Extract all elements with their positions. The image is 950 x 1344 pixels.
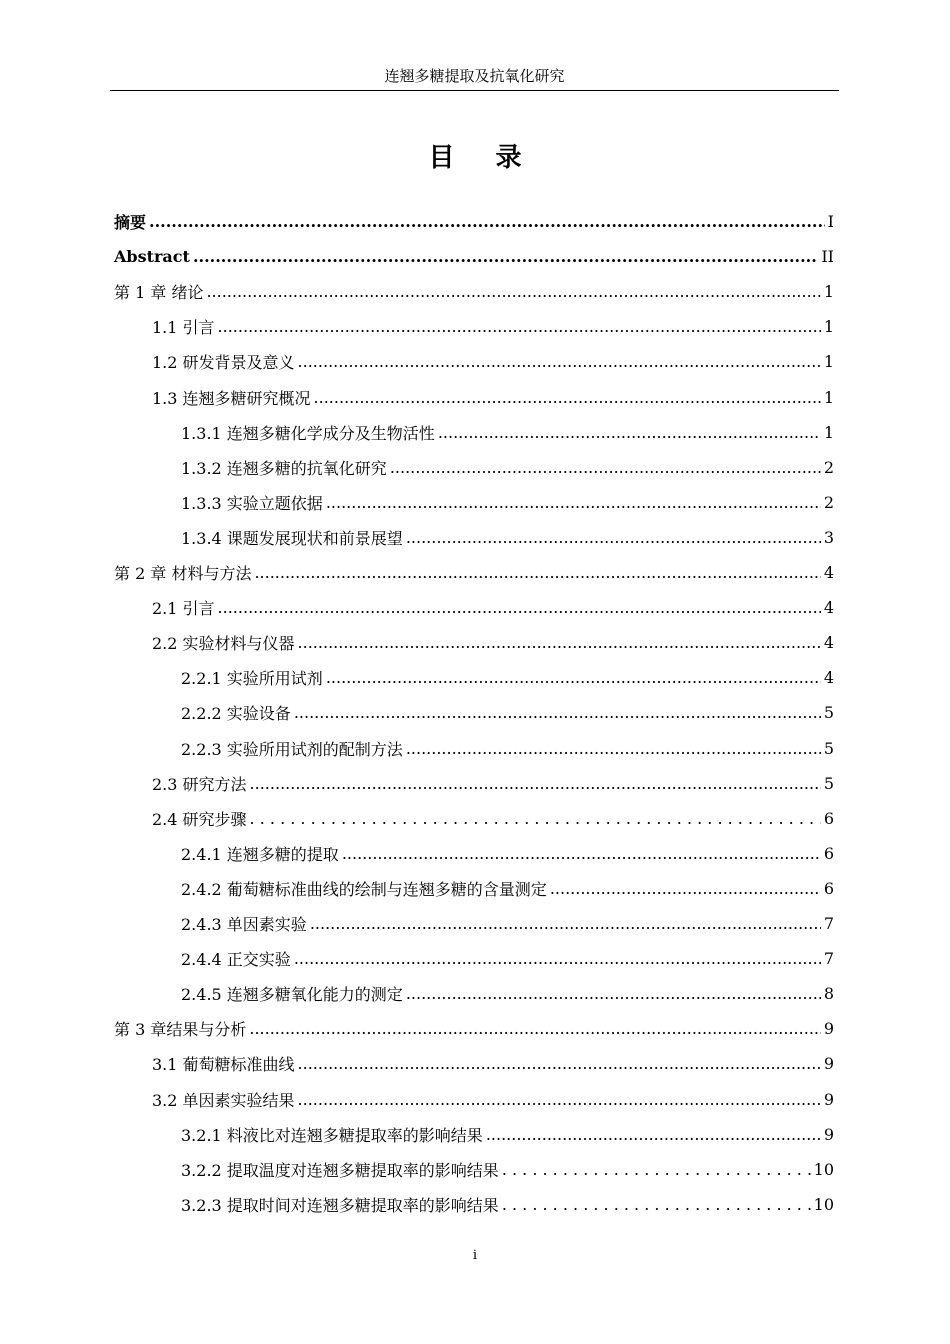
toc-entry[interactable]: [114, 1011, 834, 1046]
header-rule: [110, 90, 839, 91]
toc-dot-leader: [249, 1019, 820, 1038]
toc-dot-leader: [310, 914, 821, 933]
toc-entry[interactable]: [181, 1117, 834, 1152]
toc-entry-label: 2.4.3 单因素实验: [181, 915, 307, 934]
toc-dot-leader: [326, 493, 821, 512]
toc-entry-label: 第 1 章 绪论: [114, 283, 204, 303]
toc-dot-leader: [406, 528, 821, 547]
toc-entry[interactable]: [152, 766, 834, 801]
toc-page-number: 1: [823, 387, 834, 407]
toc-dot-leader: [218, 598, 821, 617]
toc-page-number: 1: [823, 352, 834, 372]
toc-entry[interactable]: [152, 590, 834, 625]
toc-entry-label: 3.1 葡萄糖标准曲线: [152, 1055, 295, 1075]
toc-entry[interactable]: [181, 836, 834, 871]
toc-dot-leader: [298, 352, 821, 371]
toc-page-number: 10: [813, 1194, 834, 1214]
toc-entry[interactable]: [181, 520, 834, 555]
toc-entry[interactable]: [152, 309, 834, 344]
toc-dot-leader: [502, 1195, 811, 1214]
toc-entry[interactable]: [181, 871, 834, 906]
toc-dot-leader: [342, 844, 821, 863]
toc-entry-label: 2.2.1 实验所用试剂: [181, 669, 323, 689]
toc-page-number: 1: [823, 422, 834, 442]
toc-dot-leader: [294, 703, 821, 722]
toc-page-number: 7: [823, 914, 834, 933]
toc-page-number: 5: [823, 738, 834, 758]
toc-page-number: 6: [823, 878, 834, 898]
toc-entry-label: 2.4.4 正交实验: [181, 950, 291, 970]
toc-entry[interactable]: [152, 625, 834, 660]
toc-entry[interactable]: [181, 731, 834, 766]
toc-entry-label: 1.3.4 课题发展现状和前景展望: [181, 528, 403, 548]
toc-page-number: 9: [823, 1019, 834, 1039]
toc-entry[interactable]: [152, 380, 834, 415]
toc-dot-leader: [486, 1125, 821, 1144]
toc-page-number: 5: [823, 703, 834, 723]
toc-entry[interactable]: [181, 660, 834, 695]
toc-entry[interactable]: [181, 485, 834, 520]
toc-entry-label: 1.3 连翘多糖研究概况: [152, 388, 311, 408]
toc-page-number: 8: [823, 984, 834, 1004]
toc-entry-label: 1.3.1 连翘多糖化学成分及生物活性: [181, 423, 435, 443]
toc-page-number: 9: [823, 1089, 834, 1109]
toc-entry-label: 1.2 研发背景及意义: [152, 353, 295, 373]
page-number: i: [472, 1248, 478, 1263]
toc-entry-label: 3.2 单因素实验结果: [152, 1090, 295, 1110]
toc-page-number: 1: [823, 317, 834, 337]
toc-entry[interactable]: [181, 1152, 834, 1187]
page-title: 目 录: [428, 143, 538, 173]
toc-page-number: 1: [823, 282, 834, 302]
toc-page-number: 6: [823, 808, 834, 828]
toc-entry[interactable]: [181, 906, 834, 941]
toc-entry-label: 1.3.3 实验立题依据: [181, 493, 323, 513]
toc-entry-label: 2.4 研究步骤: [152, 809, 247, 829]
toc-page-number: 9: [823, 1124, 834, 1144]
toc-entry-label: 3.2.3 提取时间对连翘多糖提取率的影响结果: [181, 1195, 499, 1215]
running-header: 连翘多糖提取及抗氧化研究: [384, 67, 565, 85]
toc-dot-leader: [250, 774, 821, 793]
toc-entry[interactable]: [181, 450, 834, 485]
toc-entry-label: 第 2 章 材料与方法: [114, 564, 252, 583]
toc-page-number: 3: [823, 527, 834, 547]
toc-dot-leader: [298, 633, 821, 652]
toc-dot-leader: [438, 423, 821, 442]
toc-page-number: 10: [813, 1159, 834, 1179]
toc-entry-label: 2.2 实验材料与仪器: [152, 634, 295, 654]
toc-entry[interactable]: [181, 1187, 834, 1222]
toc-entry-label: Abstract: [114, 247, 190, 267]
toc-entry[interactable]: [152, 1082, 834, 1117]
toc-page-number: 2: [823, 457, 834, 477]
toc-entry[interactable]: [114, 274, 834, 309]
toc-page-number: II: [821, 247, 834, 267]
toc-dot-leader: [550, 879, 821, 898]
toc-dot-leader: [254, 563, 820, 582]
toc-page-number: 4: [823, 563, 834, 582]
toc-entry-label: 2.3 研究方法: [152, 774, 247, 794]
toc-entry[interactable]: [114, 555, 834, 590]
toc-dot-leader: [326, 668, 821, 687]
toc-entry-label: 第 3 章结果与分析: [114, 1020, 247, 1040]
toc-entry[interactable]: [181, 415, 834, 450]
toc-dot-leader: [206, 282, 820, 301]
toc-dot-leader: [250, 809, 821, 828]
toc-page-number: 6: [823, 843, 834, 863]
toc-dot-leader: [406, 739, 821, 758]
toc-entry-label: 2.4.1 连翘多糖的提取: [181, 844, 339, 864]
toc-entry-label: 1.3.2 连翘多糖的抗氧化研究: [181, 458, 387, 478]
toc-entry-label: 2.2.3 实验所用试剂的配制方法: [181, 739, 403, 759]
toc-entry[interactable]: [152, 344, 834, 379]
toc-entry-label: 2.4.5 连翘多糖氧化能力的测定: [181, 985, 403, 1005]
toc-page-number: I: [827, 212, 834, 231]
toc-entry-label: 2.1 引言: [152, 599, 215, 619]
toc-dot-leader: [502, 1160, 811, 1179]
toc-entry-label: 1.1 引言: [152, 318, 215, 338]
toc-entry-label: 2.2.2 实验设备: [181, 704, 291, 724]
toc-page-number: 4: [823, 668, 834, 688]
toc-entry-label: 3.2.1 料液比对连翘多糖提取率的影响结果: [181, 1125, 483, 1145]
toc-entry[interactable]: [181, 976, 834, 1011]
toc-entry-label: 3.2.2 提取温度对连翘多糖提取率的影响结果: [181, 1160, 499, 1180]
toc-dot-leader: [149, 212, 825, 231]
toc-dot-leader: [314, 388, 821, 407]
toc-page-number: 2: [823, 492, 834, 512]
toc-page-number: 4: [823, 598, 834, 618]
toc-page-number: 4: [823, 633, 834, 653]
toc-dot-leader: [298, 1054, 821, 1073]
toc-entry-label: 2.4.2 葡萄糖标准曲线的绘制与连翘多糖的含量测定: [181, 879, 547, 899]
toc-entry-label: 摘要: [114, 213, 147, 232]
toc-entry[interactable]: [181, 695, 834, 730]
toc-dot-leader: [298, 1090, 821, 1109]
toc-entry[interactable]: [152, 1046, 834, 1081]
toc-page-number: 5: [823, 773, 834, 793]
toc-page-number: 7: [823, 949, 834, 969]
toc-dot-leader: [406, 984, 821, 1003]
toc-entry[interactable]: [114, 204, 834, 239]
toc-page-number: 9: [823, 1054, 834, 1074]
toc-dot-leader: [193, 247, 818, 266]
toc-entry[interactable]: [114, 239, 834, 274]
toc-dot-leader: [218, 317, 821, 336]
toc-entry[interactable]: [181, 941, 834, 976]
toc-dot-leader: [390, 458, 821, 477]
toc-entry[interactable]: [152, 801, 834, 836]
toc-dot-leader: [294, 949, 821, 968]
